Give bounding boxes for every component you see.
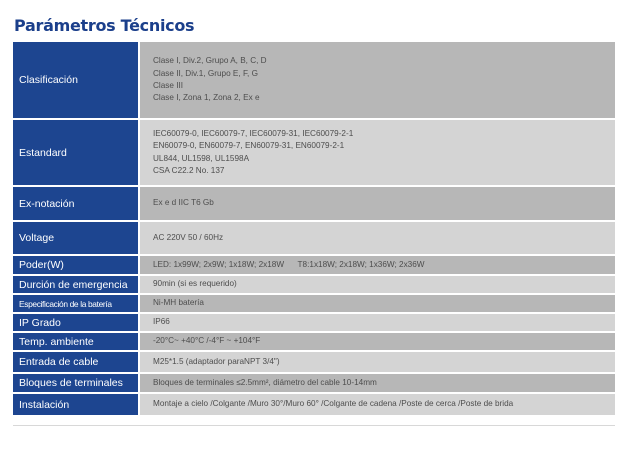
row-label: Clasificación [13,42,139,119]
row-value [139,393,615,415]
row-label: Voltage [13,221,139,255]
value-line: Ex e d IIC T6 Gb [153,198,214,208]
value-line: IP66 [153,317,170,327]
row-value [139,332,615,351]
value-line: Montaje a cielo /Colgante /Muro 30°/Muro 60° /Colgante de cadena /Poste de cerca /Poste de brida [153,399,514,409]
table-row [13,186,615,221]
page-title: Parámetros Técnicos [14,16,195,35]
table-row [13,255,615,275]
value-line: Clase II, Div.1, Grupo E, F, G [153,68,258,78]
table-row [13,221,615,255]
value-line: Clase I, Div.2, Grupo A, B, C, D [153,56,267,66]
row-value [139,313,615,332]
table-row [13,42,615,119]
table-row [13,275,615,294]
row-label: Poder(W) [13,255,139,275]
row-value [139,186,615,221]
value-line: UL844, UL1598, UL1598A [153,153,250,163]
row-label: Temp. ambiente [13,332,139,351]
row-value [139,255,615,275]
row-label: Ex-notación [13,186,139,221]
row-label: Instalación [13,393,139,415]
row-label: Bloques de terminales [13,373,139,393]
table-row [13,294,615,313]
specs-table [13,42,615,415]
table-row [13,351,615,373]
value-line: Ni-MH batería [153,298,204,308]
value-line: -20°C~ +40°C /-4°F ~ +104°F [153,336,261,346]
value-line: CSA C22.2 No. 137 [153,165,225,175]
row-value [139,373,615,393]
table-row [13,373,615,393]
value-line: Clase III [153,81,184,90]
row-label: IP Grado [13,313,139,332]
value-line: M25*1.5 (adaptador paraNPT 3/4") [153,356,280,366]
value-line: Clase I, Zona 1, Zona 2, Ex e [153,93,260,103]
table-row [13,313,615,332]
table-row [13,119,615,186]
row-label: Entrada de cable [13,351,139,373]
value-line: AC 220V 50 / 60Hz [153,232,224,242]
bottom-divider [13,425,615,426]
value-line: EN60079-0, EN60079-7, EN60079-31, EN60079-2-1 [153,141,345,151]
row-value [139,294,615,313]
value-line: IEC60079-0, IEC60079-7, IEC60079-31, IEC60079-2-1 [153,128,354,138]
row-value [139,42,615,119]
row-value [139,221,615,255]
row-label: Especificación de la batería [13,294,139,313]
value-line: Bloques de terminales ≤2.5mm², diámetro del cable 10-14mm [153,377,377,387]
row-label: Estandard [13,119,139,186]
value-line: LED: 1x99W; 2x9W; 1x18W; 2x18W T8:1x18W; 2x18W; 1x36W; 2x36W [153,259,425,269]
row-value [139,351,615,373]
row-value [139,275,615,294]
table-row [13,332,615,351]
row-value [139,119,615,186]
row-label: Durción de emergencia [13,275,139,294]
value-line: 90min (si es requerido) [153,279,237,289]
table-row [13,393,615,415]
